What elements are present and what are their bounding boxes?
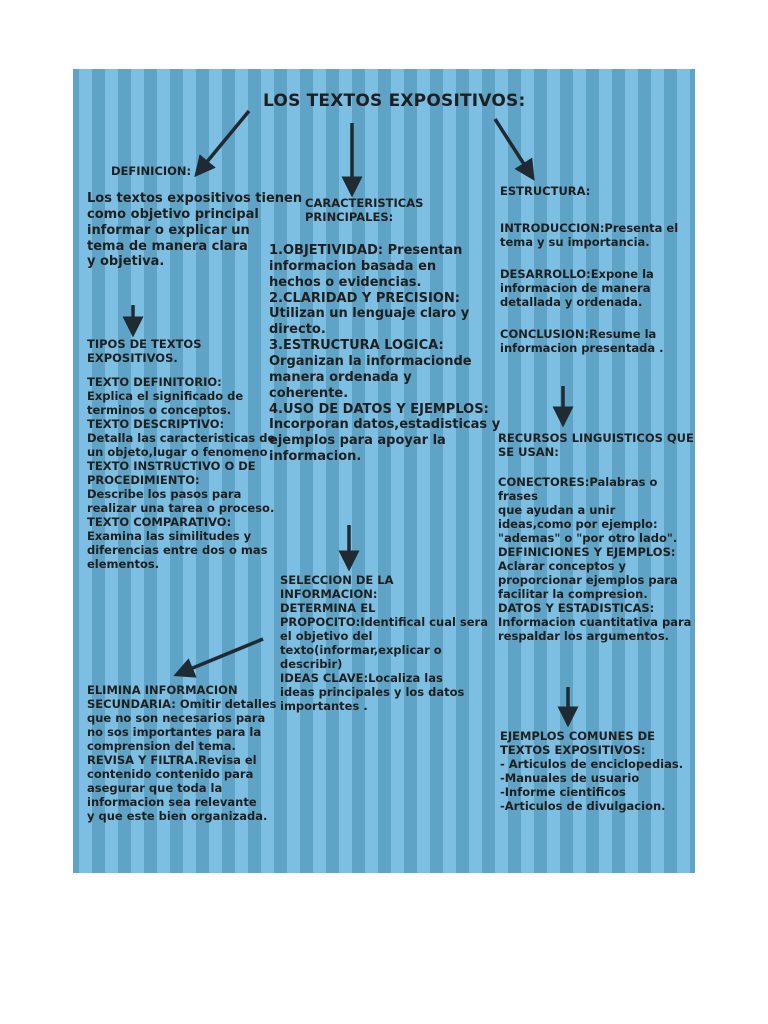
tipos-line: realizar una tarea o proceso. <box>87 501 275 516</box>
caracteristicas-line: informacion. <box>269 449 362 465</box>
elimina-line: REVISA Y FILTRA.Revisa el <box>87 753 257 768</box>
caracteristicas-line: 1.OBJETIVIDAD: Presentan <box>269 243 463 258</box>
recursos-line: ideas,como por ejemplo: <box>498 517 658 532</box>
recursos-line: "ademas" o "por otro lado". <box>498 531 678 546</box>
ejemplos-line: -Articulos de divulgacion. <box>500 799 666 814</box>
caracteristicas-line: ejemplos para apoyar la <box>269 433 446 449</box>
tipos-line: terminos o conceptos. <box>87 403 232 418</box>
arrow-title-to-definicion <box>201 111 249 169</box>
definicion-line: Los textos expositivos tienen <box>87 191 303 206</box>
seleccion-line: DETERMINA EL <box>280 601 376 616</box>
recursos-line: DEFINICIONES Y EJEMPLOS: <box>498 545 676 560</box>
recursos-heading: SE USAN: <box>498 445 559 460</box>
caracteristicas-line: directo. <box>269 322 326 338</box>
arrow-seleccion-to-elimina <box>183 639 263 672</box>
elimina-line: asegurar que toda la <box>87 781 223 796</box>
recursos-line: respaldar los argumentos. <box>498 629 670 644</box>
tipos-line: diferencias entre dos o mas <box>87 543 268 558</box>
tipos-line: TEXTO DESCRIPTIVO: <box>87 417 225 432</box>
tipos-block <box>87 337 275 571</box>
caracteristicas-list <box>269 243 500 465</box>
recursos-line: Aclarar conceptos y <box>498 559 627 574</box>
caracteristicas-line: manera ordenada y <box>269 369 412 385</box>
ejemplos-line: -Manuales de usuario <box>500 771 640 786</box>
seleccion-line: el objetivo del <box>280 629 373 644</box>
elimina-line: comprension del tema. <box>87 739 236 754</box>
recursos-line: facilitar la compresion. <box>498 587 648 602</box>
caracteristicas-line: Utilizan un lenguaje claro y <box>269 306 470 322</box>
elimina-block <box>87 683 276 823</box>
caracteristicas-line: 4.USO DE DATOS Y EJEMPLOS: <box>269 401 489 417</box>
elimina-line: y que este bien organizada. <box>87 809 268 824</box>
tipos-line: un objeto,lugar o fenomeno <box>87 445 268 460</box>
estructura-line: INTRODUCCION:Presenta el <box>500 221 679 235</box>
seleccion-line: IDEAS CLAVE:Localiza las <box>280 671 443 686</box>
caracteristicas-heading-line: PRINCIPALES: <box>305 210 394 225</box>
estructura-heading: ESTRUCTURA: <box>500 184 591 198</box>
estructura-line: informacion presentada . <box>500 341 664 356</box>
seleccion-line: describir) <box>280 657 343 672</box>
elimina-line: ELIMINA INFORMACION <box>87 683 238 697</box>
recursos-block <box>498 431 695 643</box>
seleccion-line: ideas principales y los datos <box>280 685 465 700</box>
seleccion-line: INFORMACION: <box>280 587 378 602</box>
ejemplos-block <box>500 729 683 813</box>
tipos-line: Describe los pasos para <box>87 487 242 502</box>
estructura-line: DESARROLLO:Expone la <box>500 267 654 282</box>
tipos-line: TEXTO INSTRUCTIVO O DE <box>87 459 256 474</box>
definicion-line: informar o explicar un <box>87 222 250 238</box>
elimina-line: contenido contenido para <box>87 767 254 782</box>
tipos-line: PROCEDIMIENTO: <box>87 473 200 488</box>
caracteristicas-line: coherente. <box>269 385 349 401</box>
caracteristicas-line: 2.CLARIDAD Y PRECISION: <box>269 290 460 306</box>
caracteristicas-line: 3.ESTRUCTURA LOGICA: <box>269 338 444 354</box>
estructura-line: informacion de manera <box>500 281 651 296</box>
caracteristicas-heading <box>305 196 423 224</box>
ejemplos-line: -Informe cientificos <box>500 785 626 800</box>
definicion-line: tema de manera clara <box>87 238 248 254</box>
recursos-line: CONECTORES:Palabras o frases <box>498 475 658 504</box>
tipos-line: TEXTO COMPARATIVO: <box>87 515 232 530</box>
elimina-line: SECUNDARIA: Omitir detalles <box>87 697 277 712</box>
seleccion-line: PROPOCITO:Identifical cual sera <box>280 615 488 630</box>
recursos-line: proporcionar ejemplos para <box>498 573 678 588</box>
caracteristicas-line: Organizan la informacionde <box>269 354 472 370</box>
elimina-line: que no son necesarios para <box>87 711 266 726</box>
ejemplos-line: - Articulos de enciclopedias. <box>500 757 684 772</box>
tipos-line: Detalla las caracteristicas de <box>87 431 276 446</box>
caracteristicas-line: Incorporan datos,estadisticas y <box>269 417 501 433</box>
recursos-line: DATOS Y ESTADISTICAS: <box>498 601 655 616</box>
recursos-line: que ayudan a unir <box>498 503 616 518</box>
recursos-line: Informacion cuantitativa para <box>498 615 692 630</box>
arrow-title-to-estructura <box>495 119 529 172</box>
seleccion-block <box>280 573 488 713</box>
definicion-line: como objetivo principal <box>87 206 259 222</box>
tipos-heading: TIPOS DE TEXTOS <box>87 337 202 351</box>
ejemplos-line: TEXTOS EXPOSITIVOS: <box>500 743 646 758</box>
elimina-line: no sos importantes para la <box>87 725 262 740</box>
estructura-block <box>500 221 678 355</box>
estructura-line: CONCLUSION:Resume la <box>500 327 657 342</box>
estructura-line: detallada y ordenada. <box>500 295 643 310</box>
caracteristicas-line: hechos o evidencias. <box>269 274 422 290</box>
estructura-line: tema y su importancia. <box>500 235 650 250</box>
tipos-heading: EXPOSITIVOS. <box>87 351 178 366</box>
seleccion-line: importantes . <box>280 699 368 714</box>
tipos-line: Explica el significado de <box>87 389 244 404</box>
seleccion-line: texto(informar,explicar o <box>280 643 442 658</box>
seleccion-line: SELECCION DE LA <box>280 573 394 587</box>
ejemplos-line: EJEMPLOS COMUNES DE <box>500 729 656 743</box>
caracteristicas-line: informacion basada en <box>269 258 437 274</box>
poster-background <box>73 69 695 873</box>
tipos-line: Examina las similitudes y <box>87 529 252 544</box>
caracteristicas-heading-line: CARACTERISTICAS <box>305 196 424 210</box>
recursos-heading: RECURSOS LINGUISTICOS QUE <box>498 431 694 445</box>
page-title: LOS TEXTOS EXPOSITIVOS: <box>263 91 526 111</box>
elimina-line: informacion sea relevante <box>87 795 257 810</box>
tipos-line: TEXTO DEFINITORIO: <box>87 375 222 390</box>
definicion-heading: DEFINICION: <box>111 164 192 178</box>
tipos-line: elementos. <box>87 557 160 572</box>
definicion-line: y objetiva. <box>87 254 165 270</box>
